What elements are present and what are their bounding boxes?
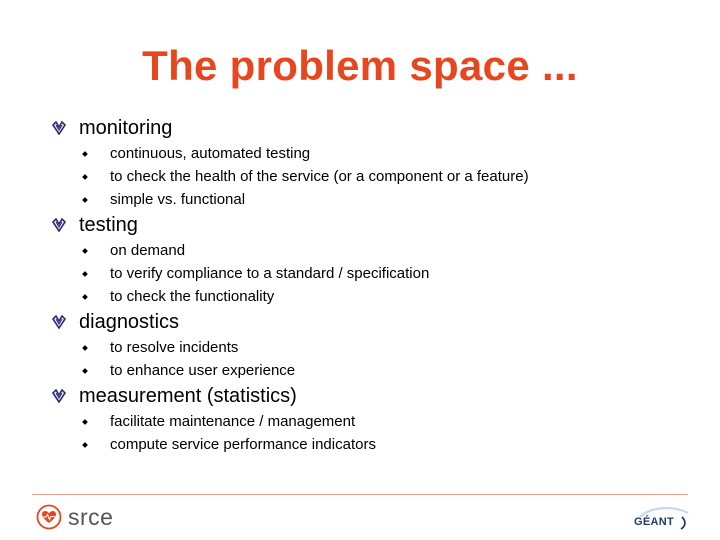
list-item (52, 433, 692, 456)
section-heading-row (52, 308, 692, 336)
list-item-text: to verify compliance to a standard / specification (110, 265, 430, 282)
small-diamond-bullet-icon (82, 271, 88, 277)
geant-logo (632, 505, 692, 531)
section-heading-row (52, 211, 692, 239)
small-diamond-bullet-icon (82, 197, 88, 203)
geant-logo-text: GÉANT (634, 516, 674, 528)
section-heading: testing (79, 214, 138, 236)
section-diagnostics (52, 308, 692, 382)
section-monitoring (52, 114, 692, 211)
srce-heart-icon (36, 504, 62, 530)
section-heading: diagnostics (79, 311, 180, 333)
list-item-text: to check the functionality (110, 288, 275, 305)
list-item-text: compute service performance indicators (110, 436, 376, 453)
diamond-v-bullet-icon (52, 389, 66, 403)
footer-divider (32, 494, 688, 495)
small-diamond-bullet-icon (82, 151, 88, 157)
list-item-text: to enhance user experience (110, 362, 296, 379)
list-item (52, 262, 692, 285)
small-diamond-bullet-icon (82, 368, 88, 374)
section-heading-row (52, 114, 692, 142)
list-item-text: on demand (110, 242, 186, 259)
list-item-text: continuous, automated testing (110, 145, 311, 162)
list-item (52, 188, 692, 211)
small-diamond-bullet-icon (82, 294, 88, 300)
list-item-text: to check the health of the service (or a component or a feature) (110, 168, 529, 185)
bullet-list (52, 114, 692, 456)
section-testing (52, 211, 692, 308)
list-item (52, 239, 692, 262)
srce-logo-text: srce (68, 503, 114, 530)
list-item-text: simple vs. functional (110, 191, 246, 208)
list-item-text: to resolve incidents (110, 339, 239, 356)
diamond-v-bullet-icon (52, 218, 66, 232)
srce-logo (36, 503, 113, 531)
small-diamond-bullet-icon (82, 248, 88, 254)
list-item (52, 359, 692, 382)
section-heading: monitoring (79, 117, 173, 139)
small-diamond-bullet-icon (82, 419, 88, 425)
list-item (52, 410, 692, 433)
diamond-v-bullet-icon (52, 315, 66, 329)
list-item (52, 142, 692, 165)
section-heading: measurement (statistics) (79, 385, 297, 407)
slide-title: The problem space ... (142, 42, 578, 89)
list-item-text: facilitate maintenance / management (110, 413, 356, 430)
section-measurement (52, 382, 692, 456)
small-diamond-bullet-icon (82, 174, 88, 180)
small-diamond-bullet-icon (82, 442, 88, 448)
list-item (52, 285, 692, 308)
list-item (52, 336, 692, 359)
list-item (52, 165, 692, 188)
section-heading-row (52, 382, 692, 410)
diamond-v-bullet-icon (52, 121, 66, 135)
small-diamond-bullet-icon (82, 345, 88, 351)
